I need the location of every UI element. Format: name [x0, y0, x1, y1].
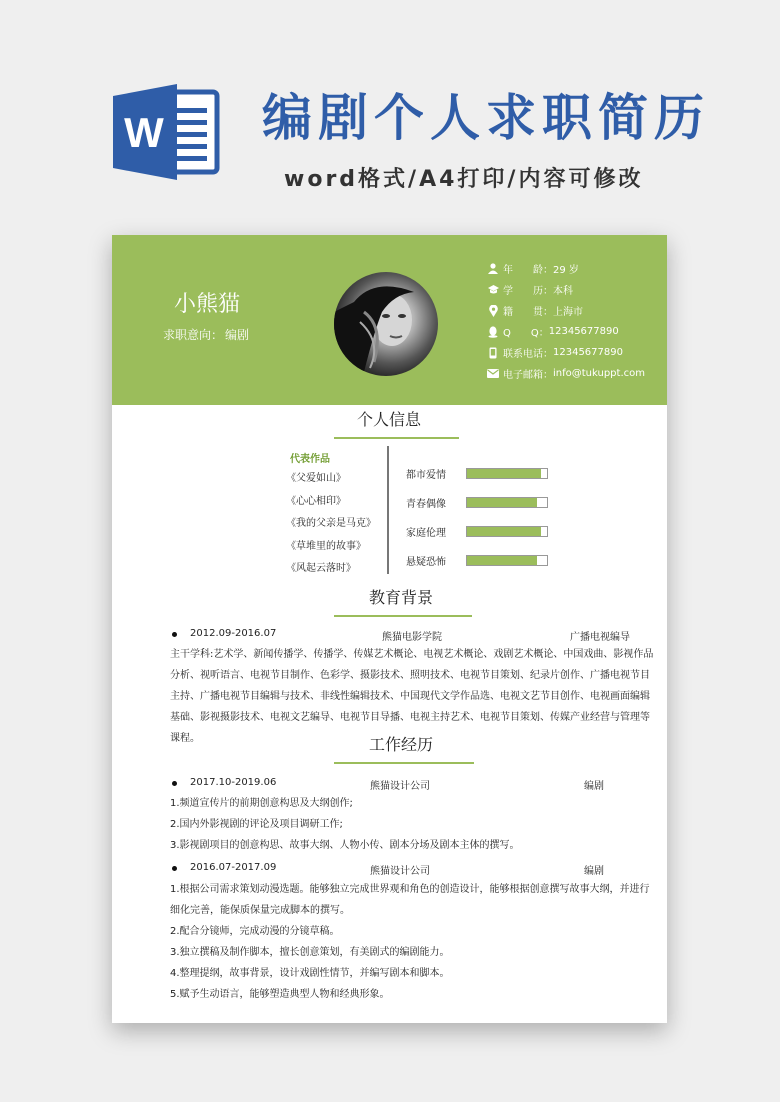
info-qq [487, 321, 662, 342]
skill-row [406, 546, 548, 575]
skill-bar-fill [467, 498, 537, 507]
duty-line: 2.配合分镜师，完成动漫的分镜草稿。 [170, 926, 340, 937]
skill-name: 青春偶像 [406, 499, 446, 510]
basic-info-list [487, 258, 662, 384]
duty-line: 3.影视剧项目的创意构思、故事大纲、人物小传、剧本分场及剧本主体的撰写。 [170, 840, 520, 851]
skill-row [406, 517, 548, 546]
section-title-personal: 个人信息 [356, 410, 421, 429]
list-item: 《父爱如山》 [286, 473, 346, 484]
word-logo-icon [113, 82, 221, 182]
word-logo-letter: W [124, 109, 164, 156]
bullet [172, 632, 177, 637]
avatar [334, 272, 438, 376]
info-qq-value: 12345677890 [548, 326, 619, 337]
resume-sheet [112, 235, 667, 1023]
skill-row [406, 488, 548, 517]
info-hometown-value: 上海市 [553, 307, 583, 318]
skill-bar [466, 468, 548, 479]
section-underline-work [334, 762, 474, 764]
job-period: 2017.10-2019.06 [190, 777, 277, 788]
education-school: 熊猫电影学院 [382, 632, 442, 643]
course-line: 主干学科:艺术学、新闻传播学、传播学、传媒艺术概论、电视艺术概论、戏剧艺术概论、中国戏曲、影视作品 [170, 649, 654, 660]
job-company: 熊猫设计公司 [370, 866, 430, 877]
list-item: 《心心相印》 [286, 495, 346, 507]
job-row [172, 777, 642, 791]
job-company: 熊猫设计公司 [370, 781, 430, 792]
duty-line: 5.赋予生动语言，能够塑造典型人物和经典形象。 [170, 989, 390, 1000]
section-title-work: 工作经历 [368, 735, 433, 754]
works-list [286, 469, 376, 582]
skill-bar-fill [467, 556, 537, 565]
course-line: 基础、影视摄影技术、电视文艺编导、电视节目导播、电视主持艺术、电视节目策划、传媒产业经营与管理等 [170, 712, 650, 723]
portrait-image [334, 272, 438, 376]
skill-name: 家庭伦理 [406, 528, 446, 539]
bullet [172, 781, 177, 786]
skill-bar-fill [467, 469, 541, 478]
candidate-name: 小熊猫 [174, 292, 241, 317]
education-period: 2012.09-2016.07 [190, 628, 277, 639]
skill-bar [466, 555, 548, 566]
job-duties [170, 794, 645, 857]
section-underline-personal [334, 437, 459, 439]
education-major: 广播电视编导 [570, 632, 630, 643]
job-duties [170, 880, 650, 1006]
section-underline-education [334, 615, 472, 617]
duty-line: 1.频道宣传片的前期创意构思及大纲创作; [170, 798, 353, 809]
info-age-label: 年 龄： [503, 265, 553, 276]
info-phone-label: 联系电话： [503, 349, 553, 360]
info-education-label: 学 历： [503, 286, 553, 297]
info-phone-value: 12345677890 [553, 347, 623, 358]
job-intent-value: 编剧 [225, 328, 250, 342]
bullet [172, 866, 177, 871]
duty-line: 1.根据公司需求策划动漫选题。能够独立完成世界观和角色的创造设计，能够根据创意撰写故事大纲，并进行 [170, 884, 650, 895]
course-line: 分析、视听语言、电视节目制作、色彩学、摄影技术、照明技术、电视节目策划、纪录片创作、广播电视节目 [170, 670, 650, 681]
location-pin-icon [487, 305, 499, 317]
skill-bar [466, 526, 548, 537]
info-education-value: 本科 [553, 286, 573, 297]
skill-name: 都市爱情 [406, 470, 446, 481]
info-hometown [487, 300, 662, 321]
person-icon [487, 263, 499, 275]
banner-subtitle: word格式/A4打印/内容可修改 [284, 167, 644, 192]
section-title-education: 教育背景 [368, 588, 433, 607]
duty-line: 细化完善，能保质保量完成脚本的撰写。 [170, 905, 350, 916]
qq-icon [487, 326, 499, 338]
job-role: 编剧 [584, 866, 604, 877]
duty-line: 4.整理提纲，故事背景，设计戏剧性情节，并编写剧本和脚本。 [170, 968, 450, 979]
info-age [487, 258, 662, 279]
skill-row [406, 459, 548, 488]
info-age-value: 29 岁 [553, 265, 579, 276]
job-period: 2016.07-2017.09 [190, 862, 277, 873]
list-item: 《我的父亲是马克》 [286, 518, 376, 529]
resume-header [112, 235, 667, 405]
graduation-cap-icon [487, 284, 499, 296]
job-intent-label: 求职意向： [163, 328, 224, 342]
skill-bar [466, 497, 548, 508]
duty-line: 2.国内外影视剧的评论及项目调研工作; [170, 819, 343, 830]
course-line: 课程。 [170, 733, 200, 744]
info-email-value: info@tukuppt.com [553, 368, 645, 379]
info-email [487, 363, 662, 384]
skill-bar-fill [467, 527, 541, 536]
list-item: 《风起云落时》 [286, 563, 356, 574]
job-role: 编剧 [584, 781, 604, 792]
info-phone [487, 342, 662, 363]
info-hometown-label: 籍 贯： [503, 307, 553, 318]
info-qq-label: Q Q： [503, 328, 549, 339]
banner-title: 编剧个人求职简历 [262, 89, 710, 147]
course-line: 主持、广播电视节目编辑与技术、非线性编辑技术、中国现代文学作品选、电视文艺节目创作、电视画面编辑 [170, 691, 650, 702]
divider [387, 446, 389, 574]
info-email-label: 电子邮箱： [503, 370, 553, 381]
mail-icon [487, 368, 499, 380]
skill-name: 悬疑恐怖 [406, 557, 446, 568]
job-intent [163, 326, 251, 343]
phone-icon [487, 347, 499, 359]
job-row [172, 862, 642, 876]
duty-line: 3.独立撰稿及制作脚本，擅长创意策划，有美剧式的编剧能力。 [170, 947, 450, 958]
skills-list [406, 459, 548, 575]
works-heading: 代表作品 [290, 454, 330, 465]
education-row [172, 628, 642, 642]
list-item: 《草堆里的故事》 [286, 540, 366, 552]
info-education [487, 279, 662, 300]
